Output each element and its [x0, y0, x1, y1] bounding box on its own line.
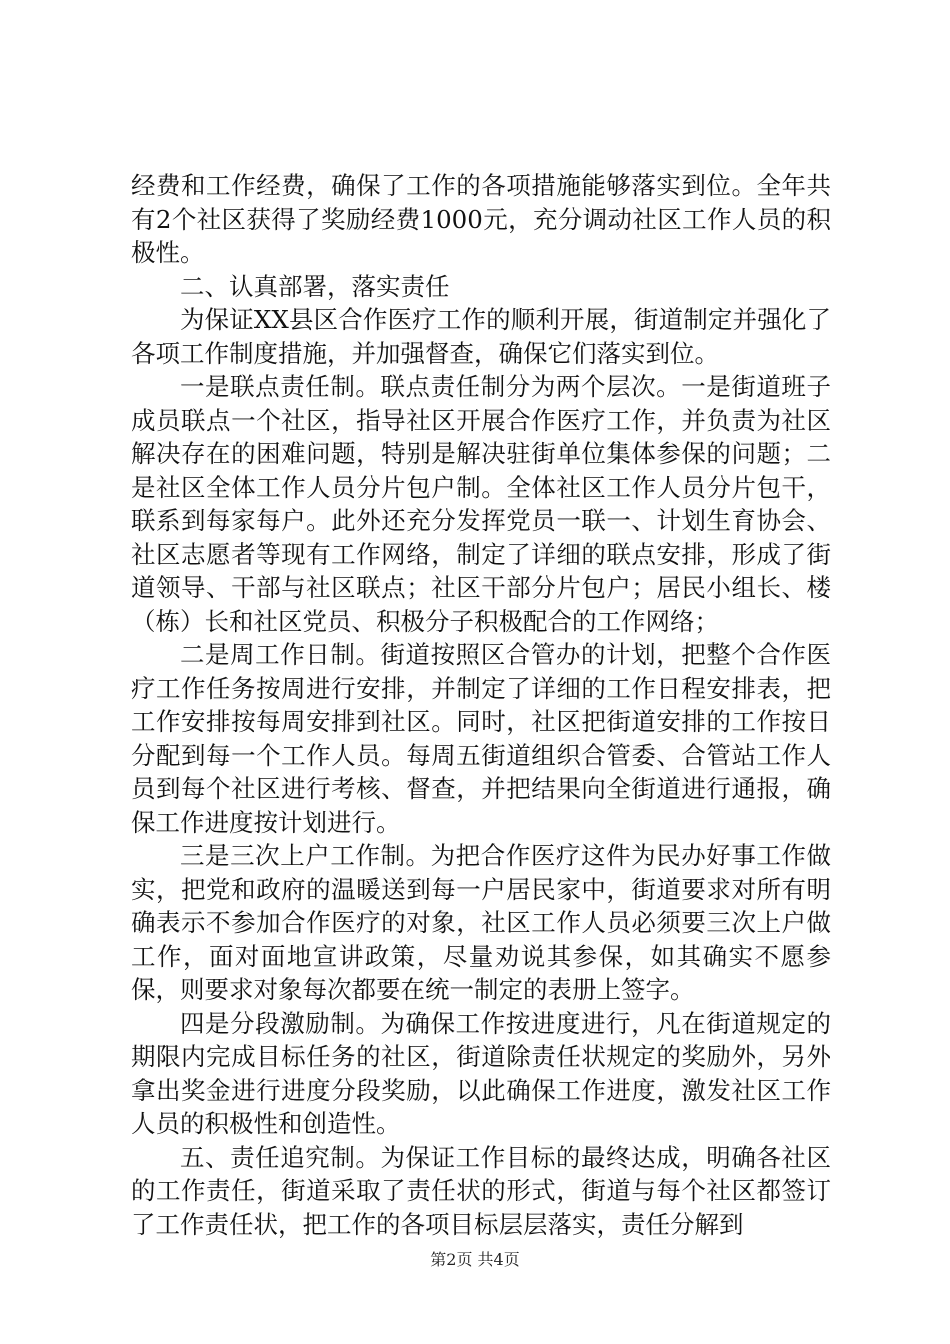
paragraph: 一是联点责任制。联点责任制分为两个层次。一是街道班子成员联点一个社区，指导社区开展合作医疗工作，并负责为社区解决存在的困难问题，特别是解决驻街单位集体参保的问题；二是社区全体工作人员分片包户制。全体社区工作人员分片包干，联系到每家每户。此外还充分发挥党员一联一、计划生育协会、社区志愿者等现有工作网络，制定了详细的联点安排，形成了街道领导、干部与社区联点；社区干部分片包户；居民小组长、楼（栋）长和社区党员、积极分子积极配合的工作网络； [131, 372, 831, 636]
paragraph: 为保证XX县区合作医疗工作的顺利开展，街道制定并强化了各项工作制度措施，并加强督查，确保它们落实到位。 [131, 305, 831, 368]
paragraph: 五、责任追究制。为保证工作目标的最终达成，明确各社区的工作责任，街道采取了责任状的形式，街道与每个社区都签订了工作责任状，把工作的各项目标层层落实，责任分解到 [131, 1142, 831, 1239]
page-number-footer: 第2页 共4页 [430, 1250, 520, 1269]
paragraph: 二是周工作日制。街道按照区合管办的计划，把整个合作医疗工作任务按周进行安排，并制定了详细的工作日程安排表，把工作安排按每周安排到社区。同时，社区把街道安排的工作按日分配到每一个工作人员。每周五街道组织合管委、合管站工作人员到每个社区进行考核、督查，并把结果向全街道进行通报，确保工作进度按计划进行。 [131, 640, 831, 837]
document-body [131, 169, 831, 1241]
paragraph-continuation: 经费和工作经费，确保了工作的各项措施能够落实到位。全年共有2个社区获得了奖励经费1000元，充分调动社区工作人员的积极性。 [131, 171, 831, 267]
paragraph: 四是分段激励制。为确保工作按进度进行，凡在街道规定的期限内完成目标任务的社区，街道除责任状规定的奖励外，另外拿出奖金进行进度分段奖励，以此确保工作进度，激发社区工作人员的积极性和创造性。 [131, 1008, 831, 1138]
paragraph: 三是三次上户工作制。为把合作医疗这件为民办好事工作做实，把党和政府的温暖送到每一户居民家中，街道要求对所有明确表示不参加合作医疗的对象，社区工作人员必须要三次上户做工作，面对面地宣讲政策，尽量劝说其参保，如其确实不愿参保，则要求对象每次都要在统一制定的表册上签字。 [131, 841, 831, 1004]
section-heading: 二、认真部署，落实责任 [180, 271, 450, 301]
